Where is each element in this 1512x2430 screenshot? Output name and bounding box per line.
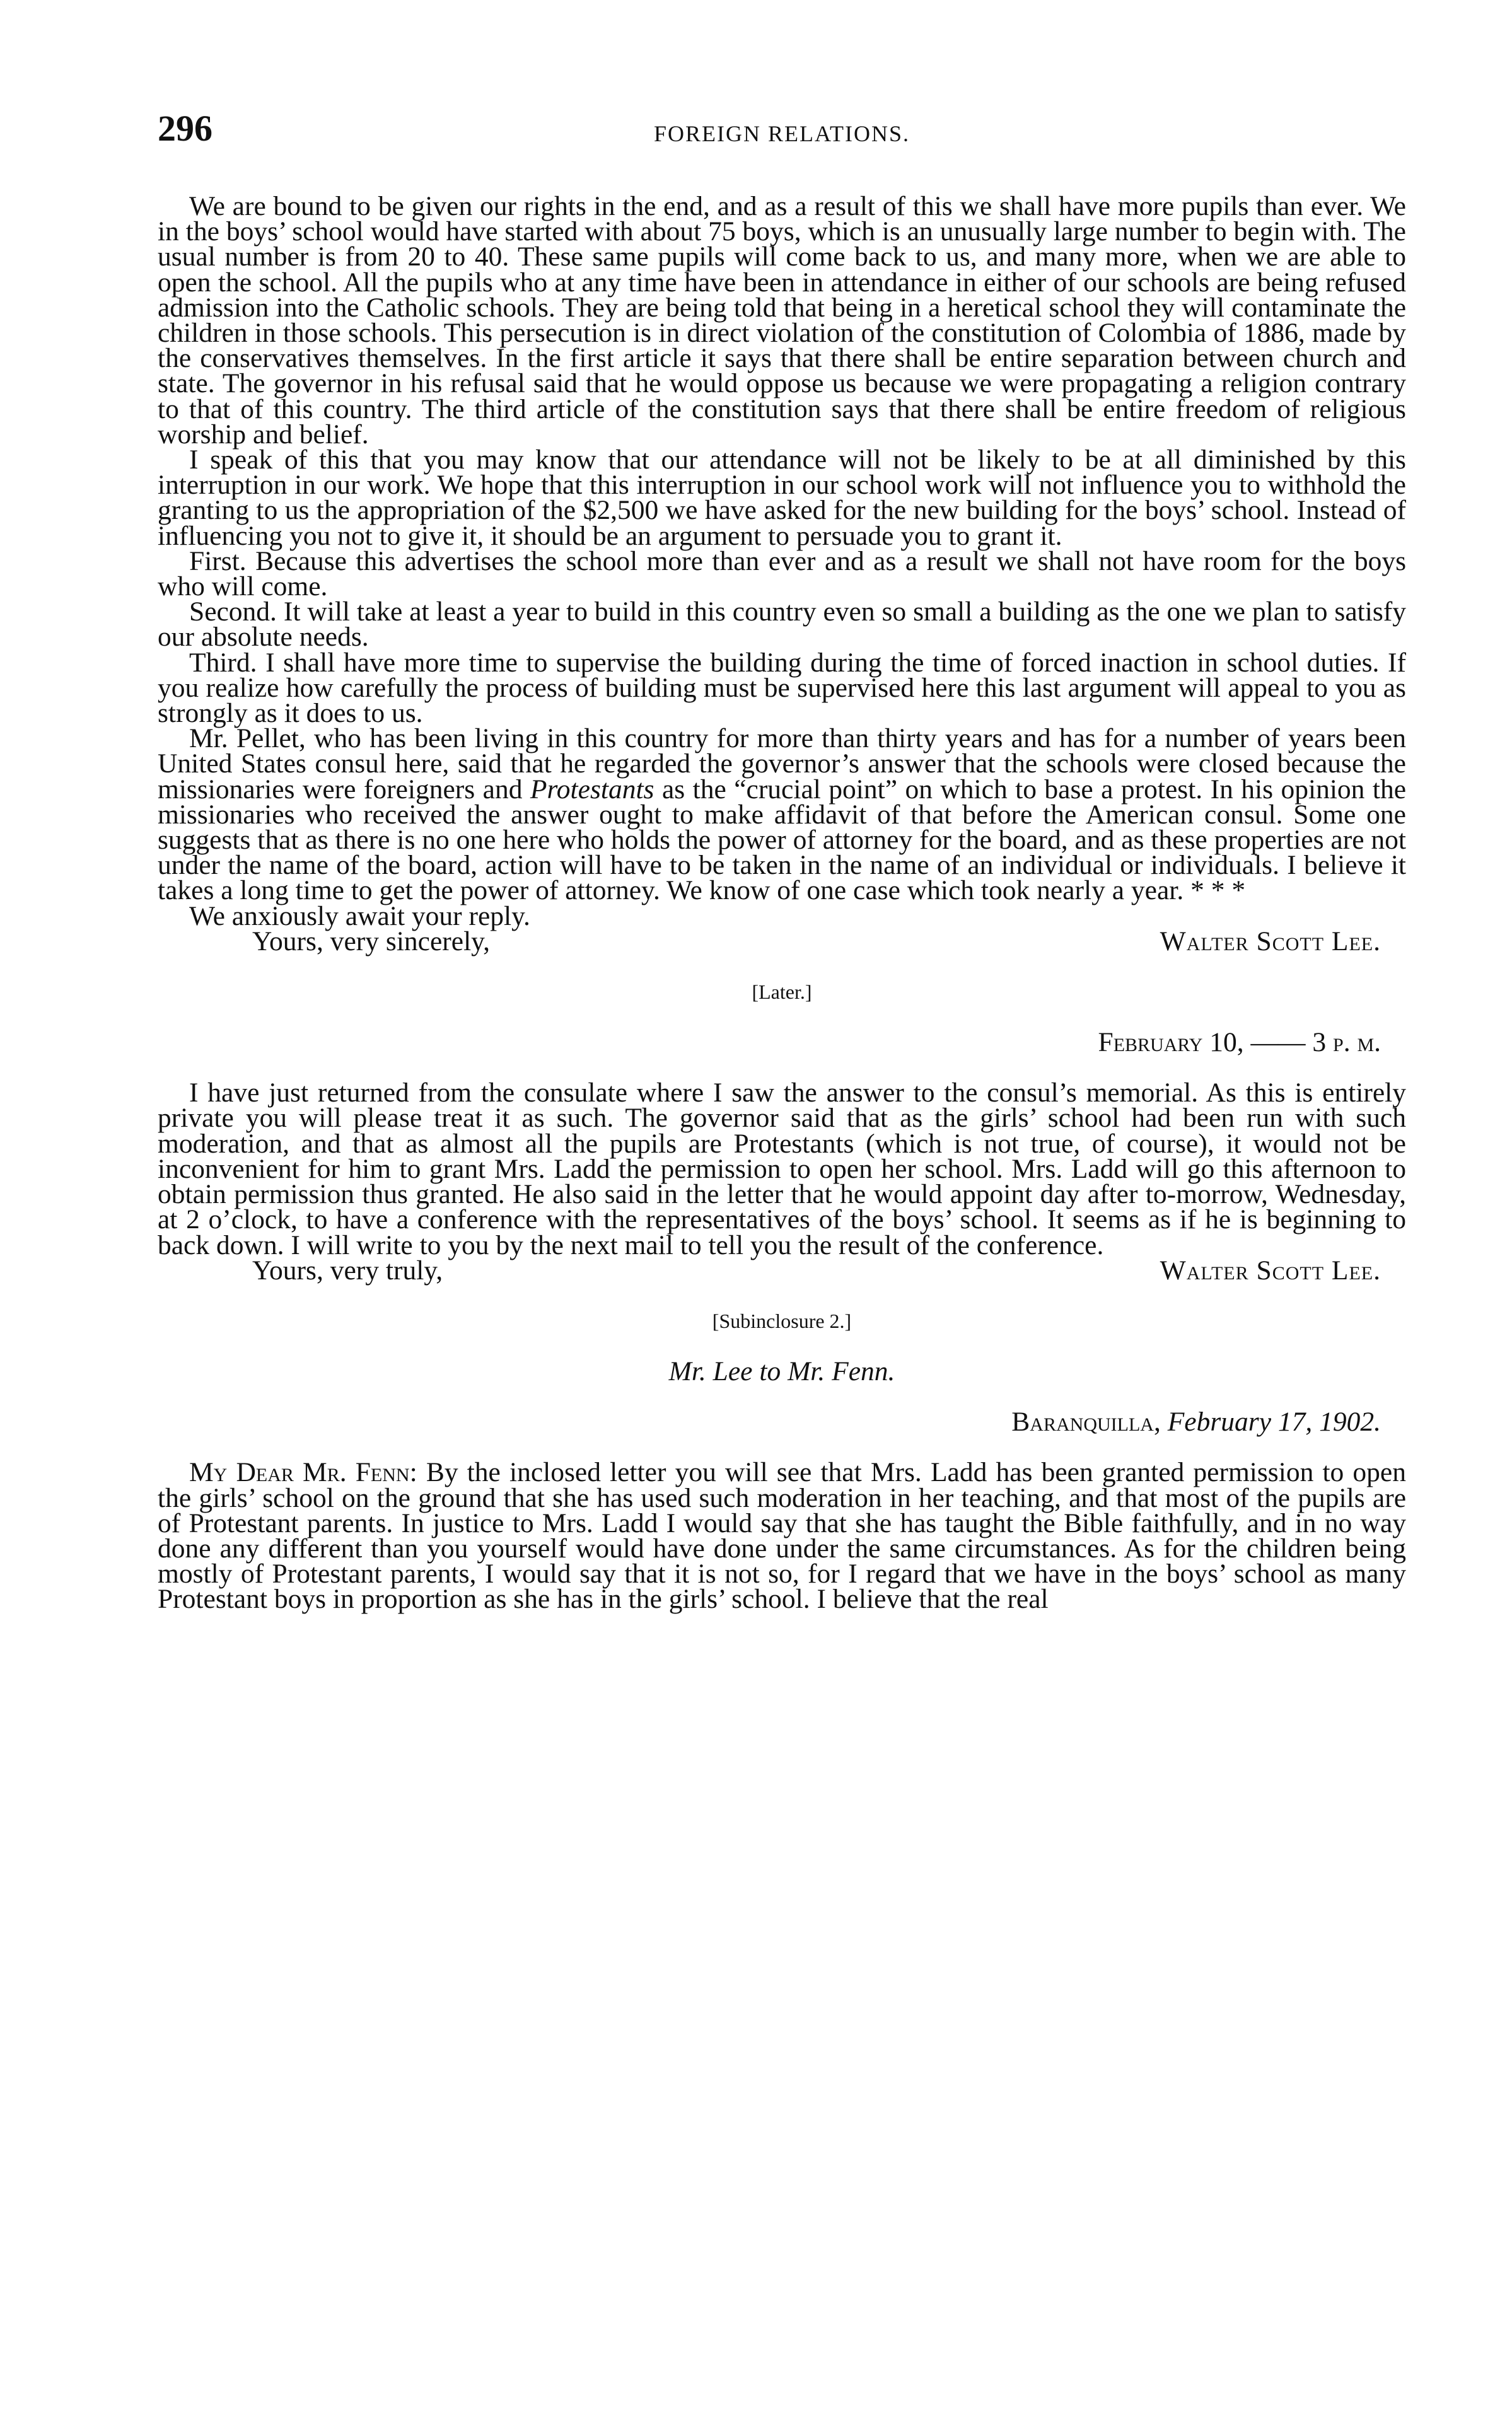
text-run: Mr. Pellet, who has been living in this country for more than thirty years and has for a number of years been United States consul here, said that he regarded the governor’s answer that the schools were closed because the missionaries were foreigners and [158, 723, 1406, 805]
later-label: [Later.] [752, 980, 812, 1004]
running-head: FOREIGN RELATIONS. [653, 121, 910, 146]
closing-row [158, 1255, 1406, 1286]
paragraph [158, 723, 1407, 906]
closing-row [158, 926, 1406, 956]
paragraph: Second. It will take at least a year to build in this country even so small a building as the one we plan to satisfy our absolute needs. [158, 596, 1406, 653]
dateline [158, 1407, 1406, 1438]
letter-title: Mr. Lee to Mr. Fenn. [668, 1356, 895, 1386]
subinclosure-label: [Subinclosure 2.] [712, 1309, 852, 1332]
signature: Walter Scott Lee. [1160, 1255, 1381, 1286]
page-header [158, 110, 1406, 161]
paragraph: We anxiously await your reply. [189, 900, 530, 931]
page-number: 296 [158, 108, 212, 149]
dateline-place: Baranquilla, [1011, 1407, 1161, 1438]
complimentary-close: Yours, very sincerely, [252, 926, 490, 956]
dateline: February 10, —— 3 p. m. [1098, 1027, 1381, 1058]
salutation: My Dear Mr. Fenn: [189, 1457, 417, 1488]
document-page [158, 108, 1407, 1615]
text-run: as the “crucial point” on which to base a protest. In his opinion the missionaries who received the answer ought to make affidavit of that before the American consul. Some one suggests that as there is no one here who holds the power of attorney for the board, and as these properties are not under the name of the board, action will have to be taken in the name of an individual or individuals. I believe it takes a long time to get the power of attorney. We know of one case which took nearly a year. * * * [158, 774, 1407, 906]
signature: Walter Scott Lee. [1160, 926, 1381, 956]
text-run: By the inclosed letter you will see that Mrs. Ladd has been granted permission to open the girls’ school on the ground that she has used such moderation in her teaching, and that most of the pupils are of Protestant parents. In justice to Mrs. Ladd I would say that she has taught the Bible faithfully, and in no way done any different than you yourself would have done under the same circumstances. As for the children being mostly of Protestant parents, I would say that it is not so, for I regard that we have in the boys’ school as many Protestant boys in proportion as she has in the girls’ school. I believe that the real [158, 1457, 1406, 1615]
paragraph: I have just returned from the consulate where I saw the answer to the consul’s memorial. As this is entirely private you will please treat it as such. The governor said that as the girls’ school had been run with such moderation, and that as almost all the pupils are Protestants (which is not true, of course), it would not be inconvenient for him to grant Mrs. Ladd the permission to open her school. Mrs. Ladd will go this afternoon to obtain permission thus granted. He also said in the letter that he would appoint day after to-morrow, Wednesday, at 2 o’clock, to have a conference with the representatives of the boys’ school. It seems as if he is beginning to back down. I will write to you by the next mail to tell you the result of the conference. [158, 1078, 1406, 1260]
complimentary-close: Yours, very truly, [252, 1255, 443, 1286]
paragraph: Third. I shall have more time to supervise the building during the time of forced inaction in school duties. If you realize how carefully the process of building must be supervised here this last argument will appeal to you as strongly as it does to us. [158, 647, 1406, 729]
body-text [158, 191, 1407, 1615]
paragraph: First. Because this advertises the school more than ever and as a result we shall not have room for the boys who will come. [158, 545, 1406, 602]
dateline-date: February 17, 1902. [1167, 1407, 1381, 1438]
italic-text: Protestants [530, 774, 654, 805]
paragraph [158, 1457, 1406, 1615]
paragraph: We are bound to be given our rights in the end, and as a result of this we shall have more pupils than ever. We in the boys’ school would have started with about 75 boys, which is an unusually large number to begin with. The usual number is from 20 to 40. These same pupils will come back to us, and many more, when we are able to open the school. All the pupils who at any time have been in attendance in either of our schools are being refused admission into the Catholic schools. They are being told that being in a heretical school they will contaminate the children in those schools. This persecution is in direct violation of the constitution of Colombia of 1886, made by the conservatives themselves. In the first article it says that there shall be entire separation between church and state. The governor in his refusal said that he would oppose us because we were propagating a religion contrary to that of this country. The third article of the constitution says that there shall be entire freedom of religious worship and belief. [158, 191, 1406, 450]
paragraph: I speak of this that you may know that our attendance will not be likely to be at all diminished by this interruption in our work. We hope that this interruption in our school work will not influence you to withhold the granting to us the appropriation of the $2,500 we have asked for the new building for the boys’ school. Instead of influencing you not to give it, it should be an argument to persuade you to grant it. [158, 445, 1406, 551]
